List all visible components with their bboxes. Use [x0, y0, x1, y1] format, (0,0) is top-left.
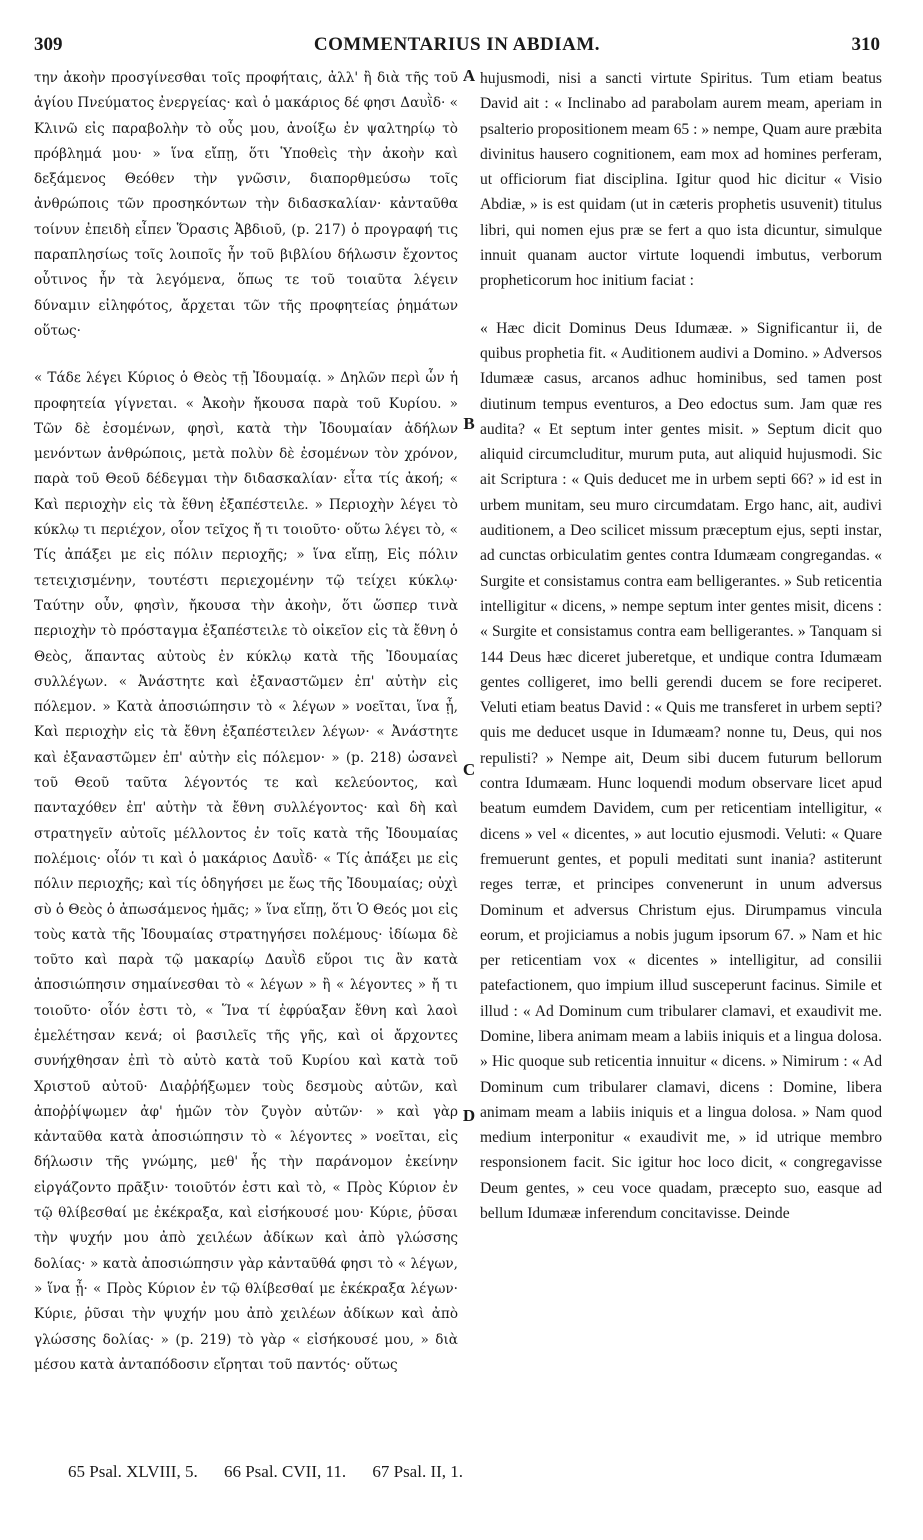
footnote-67: 67 Psal. II, 1.: [372, 1462, 464, 1481]
page-number-right: 310: [851, 34, 880, 55]
greek-paragraph-2: « Τάδε λέγει Κύριος ὁ Θεὸς τῇ Ἰδουμαίᾳ. » Δηλῶν περὶ ὧν ἡ προφητεία γίγνεται. « Ἀκοὴν ἤκουσα παρὰ τοῦ Κυρίου. » Τῶν δὲ ἐσομένων, φησὶ, κατὰ τὴν Ἰδουμαίαν ἀδήλων μενόντων ἀνθρώποις, μετὰ πολὺν δὲ ἐσομένων τὸν χρόνον, παρὰ τοῦ Θεοῦ δέδεγμαι τὴν διδασκαλίαν· εἶτα τίς ἀκοή; « Καὶ περιοχὴν εἰς τὰ ἔθνη ἐξαπέστειλε. » Περιοχὴν λέγει τὸ κύκλῳ τι περιέχον, οἷον τεῖχος ἤ τι τοιοῦτο· οὕτω λέγει τὸ, « Τίς ἀπάξει με εἰς πόλιν περιοχῆς; » ἵνα εἴπῃ, Εἰς πόλιν τετειχισμένην, τουτέστι περιεχομένην τῷ τείχει κύκλῳ· Ταύτην οὖν, φησὶν, ἤκουσα τὴν ἀκοὴν, ὅτι ὥσπερ τινὰ περιοχὴν τὸ πρόσταγμα ἐξαπέστειλε τὸ οἰκεῖον εἰς τὰ ἔθνη ὁ Θεὸς, ἅπαντας αὐτοὺς ἐν κύκλῳ κατὰ τῆς Ἰδουμαίας συλλέγων. « Ἀνάστητε καὶ ἐξαναστῶμεν ἐπ' αὐτὴν εἰς πόλεμον. » Κατὰ ἀποσιώπησιν τὸ « λέγων » νοεῖται, ἵνα ᾖ, Καὶ περιοχὴν εἰς τὰ ἔθνη ἐξαπέστειλεν λέγων· « Ἀνάστητε καὶ ἐξαναστῶμεν ἐπ' αὐτὴν εἰς πόλεμον· » (p. 218) ὡσανεὶ τοῦ Θεοῦ ταῦτα λέγοντός τε καὶ κελεύοντος, καὶ πανταχόθεν ἐπ' αὐτὴν τὰ ἔθνη συλλέγοντος· καὶ δὴ καὶ στρατηγεῖν αὐτοῖς μέλλοντος ἐν τοῖς κατὰ τῆς Ἰδουμαίας πολέμοις· οἷόν τι καὶ ὁ μακάριος Δαυῒδ· « Τίς ἀπάξει με εἰς πόλιν περιοχῆς; καὶ τίς ὁδηγήσει με ἕως τῆς Ἰδουμαίας; οὐχὶ σὺ ὁ Θεὸς ὁ ἀπωσάμενος ἡμᾶς; » ἵνα εἴπῃ, ὅτι Ὁ Θεός μοι εἰς τοὺς κατὰ τῆς Ἰδουμαίας στρατηγήσει πολέμους· ἰδίωμα δὲ τοῦτο καὶ παρὰ τῷ μακαρίῳ Δαυῒδ εὕροι τις ἂν κατὰ ἀποσιώπησιν σημαίνεσθαι τὸ « λέγων » ἢ « λέγοντες » ἤ τι τοιοῦτο· οἷόν ἐστι τὸ, « Ἵνα τί ἐφρύαξαν ἔθνη καὶ λαοὶ ἐμελέτησαν κενά; οἱ βασιλεῖς τῆς γῆς, καὶ οἱ ἄρχοντες συνήχθησαν ἐπὶ τὸ αὐτὸ κατὰ τοῦ Κυρίου καὶ κατὰ τοῦ Χριστοῦ αὐτοῦ· Διαῤῥήξωμεν τοὺς δεσμοὺς αὐτῶν, καὶ ἀποῤῥίψωμεν ἀφ' ἡμῶν τὸν ζυγὸν αὐτῶν· » καὶ γὰρ κἀνταῦθα κατὰ ἀποσιώπησιν τὸ « λέγοντες » νοεῖται, εἰς δήλωσιν τῆς γνώμης, μεθ' ἧς τὴν παράνομον ἐκείνην εἰργάζοντο πρᾶξιν· τοιοῦτόν ἐστι καὶ τὸ, « Πρὸς Κύριον ἐν τῷ θλίβεσθαί με ἐκέκραξα, καὶ εἰσήκουσέ μου· Κύριε, ῥῦσαι τὴν ψυχήν μου ἀπὸ χειλέων ἀδίκων καὶ ἀπὸ γλώσσης δολίας· » κατὰ ἀποσιώπησιν γὰρ κἀνταῦθά φησι τὸ « λέγων, » ἵνα ᾖ· « Πρὸς Κύριον ἐν τῷ θλίβεσθαί με ἐκέκραξα λέγων· Κύριε, ῥῦσαι τὴν ψυχήν μου ἀπὸ χειλέων ἀδίκων καὶ ἀπὸ γλώσσης δολίας· » (p. 219) τὸ γὰρ « εἰσήκουσέ μου, » διὰ μέσου κατὰ ἀνταπόδοσιν εἴρηται τοῦ παντός· οὕτως: [34, 370, 458, 1373]
footnote-66: 66 Psal. CVII, 11.: [223, 1462, 347, 1481]
section-marker-d: D: [462, 1106, 476, 1125]
latin-column: [480, 66, 882, 1226]
section-marker-c: C: [462, 760, 476, 779]
footnote-65: 65 Psal. XLVIII, 5.: [68, 1462, 198, 1481]
footnotes: [68, 1462, 888, 1482]
section-marker-a: A: [462, 66, 476, 85]
page-number-left: 309: [34, 34, 63, 55]
running-title: COMMENTARIUS IN ABDIAM.: [313, 34, 601, 55]
page-header: [34, 34, 880, 62]
section-marker-b: B: [463, 414, 475, 433]
greek-paragraph-1: την ἀκοὴν προσγίνεσθαι τοῖς προφήταις, ἀλλ' ἢ διὰ τῆς τοῦ ἁγίου Πνεύματος ἐνεργείας· καὶ ὁ μακάριος δέ φησι Δαυῒδ· « Κλινῶ εἰς παραβολὴν τὸ οὖς μου, ἀνοίξω ἐν ψαλτηρίῳ τὸ πρόβλημά μου· » ἵνα εἴπῃ, ὅτι Ὑποθεὶς τὴν ἀκοὴν καὶ δεξάμενος Θεόθεν τὴν γνῶσιν, διαπορθμεύσω τοῖς ἀνθρώποις τῶν προσηκόντων τὴν διδασκαλίαν· κἀνταῦθα τοίνυν ἐπειδὴ εἶπεν Ὅρασις Ἀβδιοῦ, (p. 217) ὁ προγραφή τις παραπλησίως τοῖς λοιποῖς ἦν τοῦ βιβλίου δήλωσιν ἔχοντος οὗτινος ἦν τὰ λεγόμενα, ὅπως τε τοῦ τοιαῦτα λέγειν δύναμιν εἰληφότος, ἄρχεται τῶν τῆς προφητείας ῥημάτων οὕτως·: [34, 70, 458, 339]
latin-paragraph-2: « Hæc dicit Dominus Deus Idumææ. » Significantur ii, de quibus prophetia fit. « Auditionem audivi a Domino. » Adversos Idumææ casus, arcanos adhuc hominibus, sed tamen post diutinum tempus eventuros, a Deo edoctus sum. Jam quæ res audita? « Et septum inter gentes misit. » Septum dicit quo aliquid circumcluditur, murum puta, aut aliquid hujusmodi. Sic ait Scriptura : « Quis deducet me in urbem septi 66? » id est in urbem munitam, seu muro circumdatam. Ergo hanc, ait, audivi auditionem, a Deo scilicet missum præceptum ejus, septi instar, ad cunctas orbiculatim gentes contra Idumæam congregandas. « Surgite et consistamus contra eam belligerantes. » Sub reticentia intelligitur « dicens, » nempe septum inter gentes misit, dicens : « Surgite et consistamus contra eam belligerantes. » Tanquam si 144 Deus hæc diceret juberetque, et undique contra Idumæam gentes colligeret, imo belli gerendi ducem se fore reciperet. Veluti etiam beatus David : « Quis me transferet in urbem septi? quis me deducet usque in Idumæam? nonne tu, Deus, qui nos repulisti? » Nempe ait, Deum sibi ducem futurum bellorum contra Idumæam. Hunc loquendi modum observare licet apud beatum eumdem Davidem, cum per reticentiam intelligitur, « dicens » vel « dicentes, » aut locutio ejusmodi. Veluti: « Quare fremuerunt gentes, et populi meditati sunt inania? astiterunt reges terræ, et principes convenerunt in unum adversus Dominum et adversus Christum ejus. Dirumpamus vincula eorum, et projiciamus a nobis jugum ipsorum 67. » Nam et hic per reticentiam vox « dicentes » intelligitur, ad consilii patefactionem, quo impium illud susceperunt facinus. Simile et illud : « Ad Dominum cum tribularer clamavi, et exaudivit me. Domine, libera animam meam a labiis iniquis et a lingua dolosa. » Hic quoque sub reticentia innuitur « dicens. » Nimirum : « Ad Dominum cum tribularer clamavi, dicens : Domine, libera animam meam a labiis iniquis et a lingua dolosa. » Nam quod medium interponitur « exaudivit me, » id utrique membro responsionem facit. Sic igitur hoc loco dicit, « congregavisse Deum gentes, » ceu voce quadam, præcepto suo, easque ad bellum Idumææ inferendum concitavisse. Deinde: [480, 319, 883, 1223]
greek-column: [34, 66, 458, 1378]
latin-paragraph-1: hujusmodi, nisi a sancti virtute Spiritus. Tum etiam beatus David ait : « Inclinabo ad parabolam aurem meam, aperiam in psalterio propositionem meam 65 : » nempe, Quam aure præbita divinitus hausero cognitionem, eam mox ad homines perferam, ut officiorum fiat disciplina. Igitur quod hic dicitur « Visio Abdiæ, » is est quidam (ut in cæteris prophetis usuvenit) titulus libri, qui nomen ejus præ se fert a quo ista dicuntur, simulque innuit quanam auctor virtute loquendi imbutus, verborum propheticorum hoc initium faciat :: [480, 70, 882, 290]
